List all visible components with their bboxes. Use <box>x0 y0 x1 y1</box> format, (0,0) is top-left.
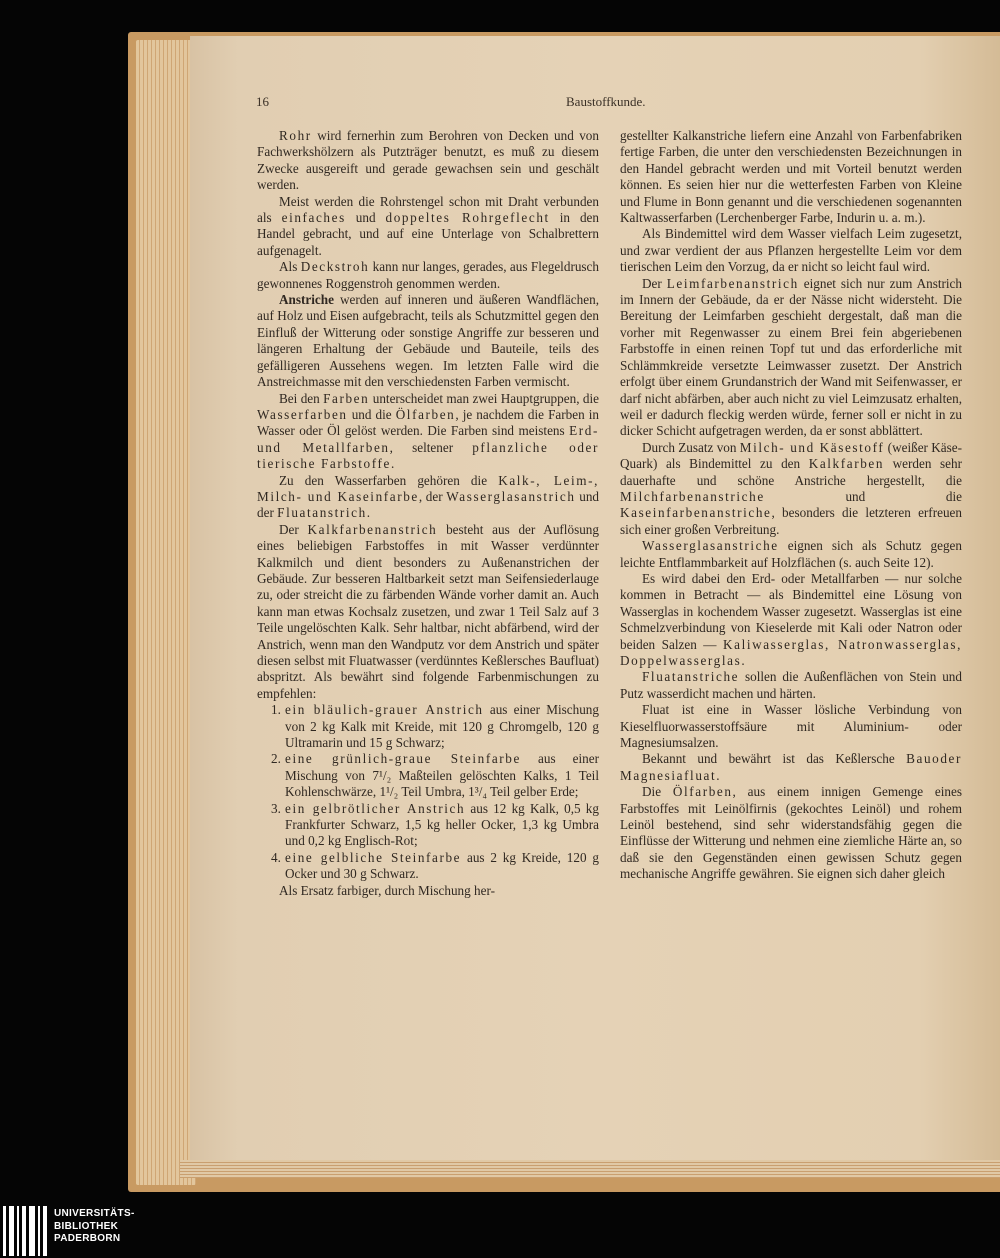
text-run: und der <box>257 488 600 521</box>
paragraph-anstriche <box>257 292 599 390</box>
text-run: Bekannt und bewährt ist das Keßlersche <box>642 751 907 767</box>
library-barcode-logo-icon <box>3 1206 47 1256</box>
spaced-term: Wasserglasanstriche <box>642 538 779 554</box>
spaced-term: Rohr <box>279 128 312 143</box>
paragraph-wasserfarben <box>257 473 599 522</box>
text-run: und die <box>764 488 962 504</box>
spaced-term: Wasserfarben <box>257 406 348 422</box>
list-number: 3. <box>271 800 281 816</box>
running-head: Baustoffkunde. <box>566 94 646 109</box>
list-item <box>257 850 599 883</box>
paragraph-deckstroh <box>257 259 599 292</box>
spaced-term: Kaliwasserglas, Natronwasserglas, Doppelwasserglas <box>620 636 962 668</box>
spaced-term: Fluatanstrich <box>277 505 367 521</box>
spaced-term: Leimfarbenanstrich <box>666 275 799 291</box>
page-edges <box>136 40 196 1185</box>
text-run: . <box>741 653 745 668</box>
paragraph-oelfarben <box>620 784 962 882</box>
text-run: . <box>716 767 720 783</box>
library-name-line: UNIVERSITÄTS- <box>54 1208 135 1219</box>
text-run: Als <box>279 259 301 275</box>
text-run: Fluat ist eine in Wasser lösliche Verbindung von Kieselfluorwasserstoffsäure mit Aluminium- oder Magnesiumsalzen. <box>620 702 962 751</box>
library-logo <box>0 1200 160 1258</box>
text-run: besteht aus der Auflösung eines beliebigen Farbstoffes in mit Wasser verdünnter Kalkmilch und dient besonders zu Außenanstrichen der Gebäude. Zur besseren Haltbarkeit setzt man Seifensiederlauge zu, oder streicht die zu färbenden Wände vorher damit an. Auch kann man etwas Kochsalz zusetzen, und zwar 1 Teil Salz auf 3 Teile ungelöschten Kalk. Sehr haltbar, nicht abfärbend, wird der Anstrich, wenn man den Wandputz vor dem Anstrich und später diesen selbst mit Fluatwasser (verdünntes Keßlersches Baufluat) abspritzt. Als bewährt sind folgende Farbenmischungen zu empfehlen: <box>257 521 599 701</box>
library-name-line: BIBLIOTHEK <box>54 1220 119 1232</box>
text-run: und die <box>347 406 396 422</box>
spaced-term: Erd- und Metallfarben <box>257 423 599 455</box>
paragraph-kalkfarbenanstrich <box>257 522 599 702</box>
spaced-term: Fluatanstriche <box>642 669 740 685</box>
paragraph-ersatz: Als Ersatz farbiger, durch Mischung her- <box>279 882 495 898</box>
text-run: kann nur langes, gerades, aus Flegeldrusch gewonnenes Roggenstroh genommen werden. <box>257 259 600 291</box>
paragraph-baufluat <box>620 751 962 784</box>
spaced-term: pflanzliche oder tierische Farbstoffe <box>257 439 599 472</box>
list-item <box>257 702 599 751</box>
spaced-term: Kalkfarbenanstrich <box>307 521 438 537</box>
paragraph-leimfarbenanstrich <box>620 276 962 440</box>
text-run: aus 2 kg Kreide, 120 g Ocker und 30 g Schwarz. <box>285 849 599 882</box>
library-name-line: PADERBORN <box>54 1233 121 1244</box>
text-run: gestellter Kalkanstriche liefern eine Anzahl von Farbenfabriken fertige Farben, die unter den verschiedensten Bezeichnungen in den Handel gebracht werden und mit Vorteil benutzt werden können. Es seien hier nur die wetterfesten Farben von Kleine und Flume in Bonn genannt und die verschiedenen sogenannten Kaltwasserfarben (Lerchenberger Farbe, Indurin u. a. m.). <box>620 128 962 226</box>
page-bottom-edges <box>180 1160 1000 1178</box>
list-item <box>257 801 599 850</box>
text-run: Der <box>279 521 308 537</box>
text-run: unterscheidet man zwei Hauptgruppen, die <box>369 390 599 406</box>
text-run: . <box>390 456 395 472</box>
spaced-term: Ölfarben <box>395 406 456 422</box>
paragraph-wasserglasanstriche <box>620 538 962 571</box>
text-run: , der <box>418 488 447 504</box>
text-run: Der <box>642 275 667 291</box>
spaced-term: Bauoder Magnesiafluat <box>620 751 962 783</box>
list-number: 2. <box>271 751 281 767</box>
paragraph-bindemittel <box>620 226 962 275</box>
spaced-term: doppeltes Rohrgeflecht <box>385 210 550 226</box>
text-run: Es wird dabei den Erd- oder Metallfarben — nur solche kommen in Betracht — als Bindemittel eine Lösung von Wasserglas in kochendem Wasser zugesetzt. Wasserglas ist eine Schmelzverbindung von Kieselerde mit Kali oder Natron oder beiden Salzen — <box>620 570 962 652</box>
right-column <box>620 128 962 883</box>
paragraph-fluatanstriche <box>620 669 962 702</box>
spaced-term: Deckstroh <box>300 259 370 275</box>
spaced-term: Wasserglasanstrich <box>446 488 576 504</box>
text-run: Als Bindemittel wird dem Wasser vielfach Leim zugesetzt, und zwar verdient der aus Pflanzen hergestellte Leim vor dem tierischen Leim den Vorzug, da er nicht so leicht faul wird. <box>620 226 962 275</box>
text-run: eignen sich als Schutz gegen leichte Entflammbarkeit auf Holzflächen (s. auch Seite 12). <box>620 538 962 570</box>
text-run: in den Handel gebracht, und auf eine Unterlage von Schalbrettern aufgenagelt. <box>257 210 599 258</box>
text-run: (weißer Käse-Quark) als Bindemittel zu den <box>620 439 962 472</box>
left-column <box>257 128 599 899</box>
color-mix-list <box>257 702 599 882</box>
spaced-term: ein bläulich-grauer Anstrich <box>285 702 484 718</box>
paragraph-milchfarben <box>620 440 962 538</box>
list-number: 1. <box>271 702 281 718</box>
list-number: 4. <box>271 849 281 865</box>
page-number: 16 <box>256 94 269 109</box>
spaced-term: Kalk-, Leim-, Milch- und Kaseinfarbe <box>257 472 599 504</box>
text-run: eignet sich nur zum Anstrich im Innern der Gebäude, da er der Nässe nicht widersteht. Die Bereitung der Leimfarben geschieht dergestalt, daß man die vorher mit Regenwasser zu einem Brei fein abgeriebenen Farbstoffe in einen reinen Topf tut und das erforderliche mit Schlämmkreide versetzte Leimwasser zusetzt. Der Anstrich erfolgt über einem Grundanstrich der Wand mit Seifenwasser, er darf nicht abfärben, aber auch nicht zu viel Leimzusatz erhalten, weil er dadurch fleckig werden würde, ferner soll er nicht in zu dicker Schicht aufgetragen werden, da er sonst abblättert. <box>620 275 962 439</box>
text-run: und <box>345 210 386 226</box>
list-item <box>257 751 599 800</box>
spaced-term: Ölfarben <box>672 784 733 800</box>
text-run: , seltener <box>389 439 473 455</box>
text-run: werden auf inneren und äußeren Wandflächen, auf Holz und Eisen aufgebracht, teils als Schutzmittel gegen den Einfluß der Witterung oder sonstige Angriffe zur besseren und längeren Erhaltung der Gebäude und Bauteile, teils des gefälligeren Aussehens wegen. Im letzten Falle wird die Anstreichmasse mit den verschiedensten Farben vermischt. <box>257 292 599 390</box>
paragraph-rohr <box>257 128 599 194</box>
text-run: , je nachdem die Farben in Wasser oder Öl gelöst werden. Die Farben sind meistens <box>257 406 599 439</box>
text-run: aus 12 kg Kalk, 0,5 kg Frankfurter Schwarz, 1,5 kg heller Ocker, 1,3 kg Umbra und 0,2 kg Englisch-Rot; <box>285 800 599 849</box>
spaced-term: Kaseinfarbenanstriche <box>620 505 772 521</box>
text-run: sollen die Außenflächen von Stein und Putz wasserdicht machen und härten. <box>620 669 962 701</box>
text-run: wird fernerhin zum Berohren von Decken und von Fachwerkshölzern als Putzträger benutzt, es muß zu diesem Zwecke ausgereift und gerade gewachsen sein und geschält werden. <box>257 128 599 193</box>
text-run: aus einer Mischung von 2 kg Kalk mit Kreide, mit 120 g Chromgelb, 120 g Ultramarin und 15 g Schwarz; <box>285 702 599 751</box>
text-run: Durch Zusatz von <box>642 439 740 455</box>
paragraph-rohrgeflecht <box>257 194 599 260</box>
paragraph-fluat <box>620 702 962 751</box>
spaced-term: ein gelbrötlicher Anstrich <box>285 800 466 816</box>
text-run: Die <box>642 784 673 800</box>
library-name <box>54 1208 135 1246</box>
spaced-term: eine grünlich-graue Steinfarbe <box>285 751 521 767</box>
paragraph-farben <box>257 391 599 473</box>
text-run: werden sehr dauerhafte und schöne Anstriche hergestellt, die <box>620 456 962 488</box>
paragraph-wasserglas <box>620 571 962 669</box>
spaced-term: eine gelbliche Steinfarbe <box>285 849 462 865</box>
text-run: aus einer Mischung von 7¹/₂ Maßteilen gelöschten Kalks, 1 Teil Kohlenschwärze, 1¹/₂ Teil Umbra, 1³/₄ Teil gelber Erde; <box>285 751 599 800</box>
text-run: . <box>366 505 371 521</box>
text-run: Zu den Wasserfarben gehören die <box>279 472 499 488</box>
bold-term: Anstriche <box>279 292 334 308</box>
text-run: Bei den <box>279 390 324 406</box>
spaced-term: einfaches <box>281 210 346 226</box>
text-run: , besonders die letzteren erfreuen sich einer großen Verbreitung. <box>620 505 962 537</box>
text-run: , aus einem innigen Gemenge eines Farbstoffes mit Leinölfirnis (gekochtes Leinöl) und rohem Leinöl bestehend, sind sehr widerstandsfähig gegen die Einflüsse der Witterung und nehmen eine ziemliche Härte an, so daß sie den Gegenständen einen gewissen Schutz gegen mechanische Angriffe gewähren. Sie eignen sich daher gleich <box>620 784 962 882</box>
paragraph-kalkanstriche <box>620 128 962 226</box>
spaced-term: Kalkfarben <box>808 456 885 472</box>
spaced-term: Farben <box>323 390 370 406</box>
spaced-term: Milchfarbenanstriche <box>620 488 765 504</box>
text-run: Meist werden die Rohrstengel schon mit Draht verbunden als <box>257 193 599 226</box>
spaced-term: Milch- und Käsestoff <box>739 439 885 455</box>
